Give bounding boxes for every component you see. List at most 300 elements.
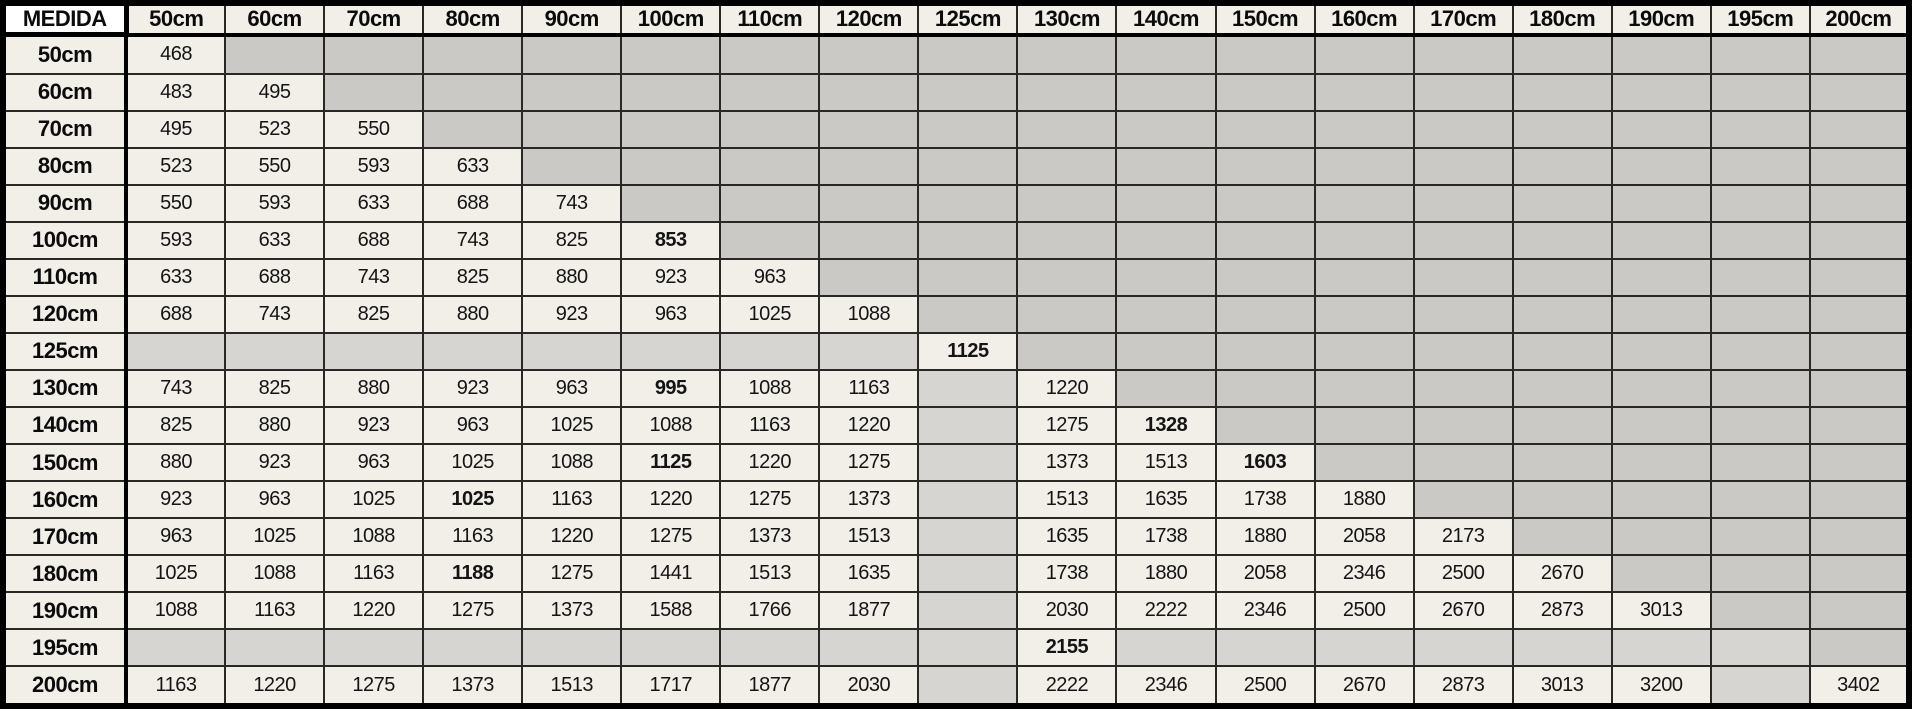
price-cell: 880 bbox=[423, 296, 522, 333]
na-cell bbox=[1810, 333, 1909, 370]
price-cell: 1163 bbox=[126, 666, 225, 706]
price-cell: 523 bbox=[126, 148, 225, 185]
na-cell bbox=[1810, 148, 1909, 185]
price-cell: 923 bbox=[621, 259, 720, 296]
price-cell: 743 bbox=[126, 370, 225, 407]
price-cell: 2346 bbox=[1116, 666, 1215, 706]
empty-cell bbox=[918, 518, 1017, 555]
price-cell: 495 bbox=[225, 74, 324, 111]
price-cell: 1877 bbox=[720, 666, 819, 706]
price-cell: 880 bbox=[225, 407, 324, 444]
price-cell: 633 bbox=[423, 148, 522, 185]
na-cell bbox=[1711, 185, 1810, 222]
price-cell: 743 bbox=[324, 259, 423, 296]
price-cell: 825 bbox=[522, 222, 621, 259]
price-cell: 1513 bbox=[1017, 481, 1116, 518]
na-cell bbox=[918, 222, 1017, 259]
na-cell bbox=[1315, 259, 1414, 296]
na-cell bbox=[1711, 148, 1810, 185]
price-cell: 688 bbox=[324, 222, 423, 259]
row-header-180cm: 180cm bbox=[3, 555, 126, 592]
row-header-110cm: 110cm bbox=[3, 259, 126, 296]
price-cell: 1088 bbox=[522, 444, 621, 481]
price-cell: 550 bbox=[126, 185, 225, 222]
empty-cell bbox=[1414, 629, 1513, 666]
na-cell bbox=[1216, 185, 1315, 222]
na-cell bbox=[1216, 148, 1315, 185]
empty-cell bbox=[1315, 629, 1414, 666]
empty-cell bbox=[126, 629, 225, 666]
na-cell bbox=[1116, 222, 1215, 259]
na-cell bbox=[1414, 407, 1513, 444]
na-cell bbox=[1513, 481, 1612, 518]
price-cell: 1373 bbox=[1017, 444, 1116, 481]
empty-cell bbox=[1711, 666, 1810, 706]
na-cell bbox=[1315, 444, 1414, 481]
na-cell bbox=[225, 35, 324, 74]
na-cell bbox=[324, 74, 423, 111]
na-cell bbox=[1810, 592, 1909, 629]
price-cell: 2873 bbox=[1513, 592, 1612, 629]
price-cell: 2222 bbox=[1116, 592, 1215, 629]
price-cell: 2500 bbox=[1414, 555, 1513, 592]
price-cell: 1025 bbox=[324, 481, 423, 518]
price-cell: 1025 bbox=[225, 518, 324, 555]
na-cell bbox=[1216, 296, 1315, 333]
price-cell: 3013 bbox=[1612, 592, 1711, 629]
na-cell bbox=[1414, 148, 1513, 185]
price-cell: 1373 bbox=[423, 666, 522, 706]
table-row-195cm bbox=[3, 629, 1909, 666]
price-cell: 1877 bbox=[819, 592, 918, 629]
na-cell bbox=[1810, 185, 1909, 222]
na-cell bbox=[1116, 148, 1215, 185]
na-cell bbox=[324, 35, 423, 74]
na-cell bbox=[1315, 185, 1414, 222]
empty-cell bbox=[126, 333, 225, 370]
na-cell bbox=[1116, 185, 1215, 222]
price-cell: 1441 bbox=[621, 555, 720, 592]
price-cell: 880 bbox=[126, 444, 225, 481]
empty-cell bbox=[423, 629, 522, 666]
na-cell bbox=[1216, 333, 1315, 370]
empty-cell bbox=[522, 629, 621, 666]
price-cell: 2173 bbox=[1414, 518, 1513, 555]
price-cell: 923 bbox=[324, 407, 423, 444]
price-cell: 963 bbox=[126, 518, 225, 555]
price-cell: 743 bbox=[522, 185, 621, 222]
price-cell: 1088 bbox=[225, 555, 324, 592]
column-header-60cm: 60cm bbox=[225, 3, 324, 35]
price-cell: 1588 bbox=[621, 592, 720, 629]
price-cell: 1163 bbox=[522, 481, 621, 518]
price-cell: 688 bbox=[126, 296, 225, 333]
table-body bbox=[3, 35, 1909, 707]
price-cell: 468 bbox=[126, 35, 225, 74]
empty-cell bbox=[918, 407, 1017, 444]
na-cell bbox=[1513, 74, 1612, 111]
na-cell bbox=[1414, 259, 1513, 296]
price-cell: 1880 bbox=[1315, 481, 1414, 518]
price-cell: 1373 bbox=[819, 481, 918, 518]
na-cell bbox=[1017, 222, 1116, 259]
price-cell: 1220 bbox=[1017, 370, 1116, 407]
price-cell: 688 bbox=[225, 259, 324, 296]
price-cell: 825 bbox=[324, 296, 423, 333]
na-cell bbox=[918, 296, 1017, 333]
empty-cell bbox=[1612, 629, 1711, 666]
price-cell: 688 bbox=[423, 185, 522, 222]
table-row-125cm bbox=[3, 333, 1909, 370]
na-cell bbox=[522, 111, 621, 148]
price-cell: 1125 bbox=[918, 333, 1017, 370]
na-cell bbox=[1711, 407, 1810, 444]
price-cell: 1880 bbox=[1116, 555, 1215, 592]
price-cell: 923 bbox=[423, 370, 522, 407]
price-cell: 1513 bbox=[720, 555, 819, 592]
column-header-190cm: 190cm bbox=[1612, 3, 1711, 35]
table-row-90cm bbox=[3, 185, 1909, 222]
price-cell: 1738 bbox=[1116, 518, 1215, 555]
na-cell bbox=[1116, 74, 1215, 111]
row-header-100cm: 100cm bbox=[3, 222, 126, 259]
na-cell bbox=[1711, 35, 1810, 74]
na-cell bbox=[1315, 35, 1414, 74]
column-header-130cm: 130cm bbox=[1017, 3, 1116, 35]
table-header bbox=[3, 3, 1909, 35]
column-header-150cm: 150cm bbox=[1216, 3, 1315, 35]
na-cell bbox=[1612, 74, 1711, 111]
na-cell bbox=[1216, 74, 1315, 111]
price-cell: 523 bbox=[225, 111, 324, 148]
na-cell bbox=[918, 259, 1017, 296]
row-header-190cm: 190cm bbox=[3, 592, 126, 629]
row-header-140cm: 140cm bbox=[3, 407, 126, 444]
table-row-70cm bbox=[3, 111, 1909, 148]
price-cell: 1275 bbox=[621, 518, 720, 555]
empty-cell bbox=[918, 629, 1017, 666]
price-cell: 1373 bbox=[720, 518, 819, 555]
table-row-120cm bbox=[3, 296, 1909, 333]
price-cell: 1275 bbox=[324, 666, 423, 706]
price-cell: 743 bbox=[423, 222, 522, 259]
table-row-160cm bbox=[3, 481, 1909, 518]
price-cell: 593 bbox=[225, 185, 324, 222]
na-cell bbox=[1017, 259, 1116, 296]
na-cell bbox=[1612, 185, 1711, 222]
price-cell: 1717 bbox=[621, 666, 720, 706]
na-cell bbox=[1315, 407, 1414, 444]
price-cell: 1188 bbox=[423, 555, 522, 592]
price-cell: 1275 bbox=[423, 592, 522, 629]
header-row bbox=[3, 3, 1909, 35]
na-cell bbox=[1711, 481, 1810, 518]
price-cell: 550 bbox=[324, 111, 423, 148]
na-cell bbox=[819, 111, 918, 148]
table-row-180cm bbox=[3, 555, 1909, 592]
row-header-125cm: 125cm bbox=[3, 333, 126, 370]
na-cell bbox=[720, 148, 819, 185]
na-cell bbox=[1810, 259, 1909, 296]
table-row-190cm bbox=[3, 592, 1909, 629]
empty-cell bbox=[621, 629, 720, 666]
na-cell bbox=[1216, 222, 1315, 259]
na-cell bbox=[1315, 370, 1414, 407]
price-cell: 1088 bbox=[720, 370, 819, 407]
table-row-130cm bbox=[3, 370, 1909, 407]
na-cell bbox=[1315, 333, 1414, 370]
na-cell bbox=[1810, 481, 1909, 518]
price-cell: 1635 bbox=[819, 555, 918, 592]
empty-cell bbox=[1116, 629, 1215, 666]
price-cell: 963 bbox=[225, 481, 324, 518]
price-cell: 963 bbox=[324, 444, 423, 481]
price-cell: 1163 bbox=[324, 555, 423, 592]
na-cell bbox=[1315, 148, 1414, 185]
na-cell bbox=[1612, 518, 1711, 555]
column-header-90cm: 90cm bbox=[522, 3, 621, 35]
table-row-80cm bbox=[3, 148, 1909, 185]
na-cell bbox=[1116, 370, 1215, 407]
na-cell bbox=[1612, 333, 1711, 370]
price-cell: 1220 bbox=[225, 666, 324, 706]
empty-cell bbox=[819, 629, 918, 666]
na-cell bbox=[1414, 111, 1513, 148]
empty-cell bbox=[1513, 629, 1612, 666]
price-cell: 593 bbox=[324, 148, 423, 185]
na-cell bbox=[1414, 333, 1513, 370]
na-cell bbox=[1017, 296, 1116, 333]
na-cell bbox=[1810, 74, 1909, 111]
na-cell bbox=[522, 148, 621, 185]
empty-cell bbox=[522, 333, 621, 370]
na-cell bbox=[1810, 35, 1909, 74]
empty-cell bbox=[225, 333, 324, 370]
price-cell: 2030 bbox=[1017, 592, 1116, 629]
column-header-170cm: 170cm bbox=[1414, 3, 1513, 35]
price-cell: 1513 bbox=[1116, 444, 1215, 481]
price-cell: 1088 bbox=[621, 407, 720, 444]
na-cell bbox=[1017, 185, 1116, 222]
na-cell bbox=[918, 74, 1017, 111]
na-cell bbox=[1810, 518, 1909, 555]
na-cell bbox=[1612, 444, 1711, 481]
price-cell: 1163 bbox=[720, 407, 819, 444]
price-cell: 633 bbox=[225, 222, 324, 259]
price-cell: 2155 bbox=[1017, 629, 1116, 666]
na-cell bbox=[1116, 259, 1215, 296]
price-cell: 1513 bbox=[522, 666, 621, 706]
empty-cell bbox=[1711, 629, 1810, 666]
na-cell bbox=[1612, 222, 1711, 259]
na-cell bbox=[1612, 35, 1711, 74]
empty-cell bbox=[918, 592, 1017, 629]
price-cell: 3402 bbox=[1810, 666, 1909, 706]
na-cell bbox=[1810, 111, 1909, 148]
price-cell: 995 bbox=[621, 370, 720, 407]
na-cell bbox=[522, 35, 621, 74]
na-cell bbox=[1414, 74, 1513, 111]
empty-cell bbox=[720, 629, 819, 666]
price-cell: 963 bbox=[621, 296, 720, 333]
na-cell bbox=[1711, 518, 1810, 555]
na-cell bbox=[1810, 370, 1909, 407]
empty-cell bbox=[324, 333, 423, 370]
na-cell bbox=[1513, 259, 1612, 296]
price-cell: 1738 bbox=[1216, 481, 1315, 518]
na-cell bbox=[819, 222, 918, 259]
na-cell bbox=[1216, 370, 1315, 407]
price-cell: 1025 bbox=[522, 407, 621, 444]
table-row-50cm bbox=[3, 35, 1909, 74]
price-cell: 1513 bbox=[819, 518, 918, 555]
price-cell: 1373 bbox=[522, 592, 621, 629]
price-cell: 1880 bbox=[1216, 518, 1315, 555]
na-cell bbox=[1116, 333, 1215, 370]
table-row-110cm bbox=[3, 259, 1909, 296]
price-cell: 923 bbox=[225, 444, 324, 481]
price-cell: 825 bbox=[126, 407, 225, 444]
price-cell: 2058 bbox=[1216, 555, 1315, 592]
na-cell bbox=[1513, 333, 1612, 370]
empty-cell bbox=[621, 333, 720, 370]
price-cell: 1163 bbox=[225, 592, 324, 629]
na-cell bbox=[621, 185, 720, 222]
na-cell bbox=[918, 185, 1017, 222]
na-cell bbox=[819, 74, 918, 111]
na-cell bbox=[1315, 74, 1414, 111]
price-cell: 1275 bbox=[720, 481, 819, 518]
price-cell: 825 bbox=[423, 259, 522, 296]
na-cell bbox=[1711, 592, 1810, 629]
corner-header-medida: MEDIDA bbox=[3, 3, 126, 35]
na-cell bbox=[1216, 111, 1315, 148]
na-cell bbox=[423, 111, 522, 148]
na-cell bbox=[423, 74, 522, 111]
price-cell: 880 bbox=[522, 259, 621, 296]
column-header-50cm: 50cm bbox=[126, 3, 225, 35]
price-cell: 825 bbox=[225, 370, 324, 407]
row-header-50cm: 50cm bbox=[3, 35, 126, 74]
na-cell bbox=[1315, 296, 1414, 333]
na-cell bbox=[1513, 444, 1612, 481]
price-cell: 2030 bbox=[819, 666, 918, 706]
price-cell: 2500 bbox=[1315, 592, 1414, 629]
column-header-195cm: 195cm bbox=[1711, 3, 1810, 35]
na-cell bbox=[1216, 407, 1315, 444]
na-cell bbox=[720, 35, 819, 74]
price-cell: 1125 bbox=[621, 444, 720, 481]
na-cell bbox=[1513, 185, 1612, 222]
na-cell bbox=[1711, 296, 1810, 333]
price-cell: 1088 bbox=[819, 296, 918, 333]
na-cell bbox=[1612, 407, 1711, 444]
empty-cell bbox=[423, 333, 522, 370]
column-header-200cm: 200cm bbox=[1810, 3, 1909, 35]
price-cell: 2222 bbox=[1017, 666, 1116, 706]
price-cell: 1328 bbox=[1116, 407, 1215, 444]
na-cell bbox=[621, 111, 720, 148]
row-header-80cm: 80cm bbox=[3, 148, 126, 185]
price-cell: 633 bbox=[324, 185, 423, 222]
na-cell bbox=[1216, 35, 1315, 74]
price-cell: 880 bbox=[324, 370, 423, 407]
price-cell: 1635 bbox=[1017, 518, 1116, 555]
empty-cell bbox=[225, 629, 324, 666]
na-cell bbox=[1612, 296, 1711, 333]
row-header-195cm: 195cm bbox=[3, 629, 126, 666]
na-cell bbox=[1414, 444, 1513, 481]
na-cell bbox=[1612, 481, 1711, 518]
empty-cell bbox=[918, 481, 1017, 518]
na-cell bbox=[1513, 148, 1612, 185]
table-row-140cm bbox=[3, 407, 1909, 444]
na-cell bbox=[819, 185, 918, 222]
na-cell bbox=[819, 148, 918, 185]
table-row-200cm bbox=[3, 666, 1909, 706]
na-cell bbox=[1612, 259, 1711, 296]
row-header-160cm: 160cm bbox=[3, 481, 126, 518]
na-cell bbox=[1810, 444, 1909, 481]
price-cell: 1220 bbox=[720, 444, 819, 481]
table-row-150cm bbox=[3, 444, 1909, 481]
column-header-70cm: 70cm bbox=[324, 3, 423, 35]
na-cell bbox=[1612, 111, 1711, 148]
na-cell bbox=[1711, 111, 1810, 148]
price-cell: 2670 bbox=[1315, 666, 1414, 706]
price-cell: 2873 bbox=[1414, 666, 1513, 706]
table-row-170cm bbox=[3, 518, 1909, 555]
na-cell bbox=[720, 222, 819, 259]
price-cell: 1635 bbox=[1116, 481, 1215, 518]
na-cell bbox=[621, 148, 720, 185]
na-cell bbox=[1513, 222, 1612, 259]
na-cell bbox=[1711, 444, 1810, 481]
column-header-110cm: 110cm bbox=[720, 3, 819, 35]
price-cell: 483 bbox=[126, 74, 225, 111]
price-cell: 923 bbox=[126, 481, 225, 518]
na-cell bbox=[423, 35, 522, 74]
na-cell bbox=[1711, 222, 1810, 259]
price-cell: 633 bbox=[126, 259, 225, 296]
row-header-60cm: 60cm bbox=[3, 74, 126, 111]
row-header-90cm: 90cm bbox=[3, 185, 126, 222]
na-cell bbox=[1017, 35, 1116, 74]
na-cell bbox=[1017, 74, 1116, 111]
price-cell: 1025 bbox=[720, 296, 819, 333]
na-cell bbox=[1711, 333, 1810, 370]
na-cell bbox=[1513, 518, 1612, 555]
na-cell bbox=[1711, 370, 1810, 407]
na-cell bbox=[1612, 370, 1711, 407]
na-cell bbox=[1810, 407, 1909, 444]
na-cell bbox=[1711, 555, 1810, 592]
na-cell bbox=[1315, 111, 1414, 148]
na-cell bbox=[1017, 333, 1116, 370]
na-cell bbox=[918, 148, 1017, 185]
na-cell bbox=[1810, 296, 1909, 333]
price-cell: 3200 bbox=[1612, 666, 1711, 706]
column-header-180cm: 180cm bbox=[1513, 3, 1612, 35]
price-cell: 3013 bbox=[1513, 666, 1612, 706]
column-header-125cm: 125cm bbox=[918, 3, 1017, 35]
na-cell bbox=[1810, 222, 1909, 259]
na-cell bbox=[1513, 35, 1612, 74]
price-cell: 1275 bbox=[819, 444, 918, 481]
row-header-130cm: 130cm bbox=[3, 370, 126, 407]
na-cell bbox=[1513, 296, 1612, 333]
row-header-120cm: 120cm bbox=[3, 296, 126, 333]
